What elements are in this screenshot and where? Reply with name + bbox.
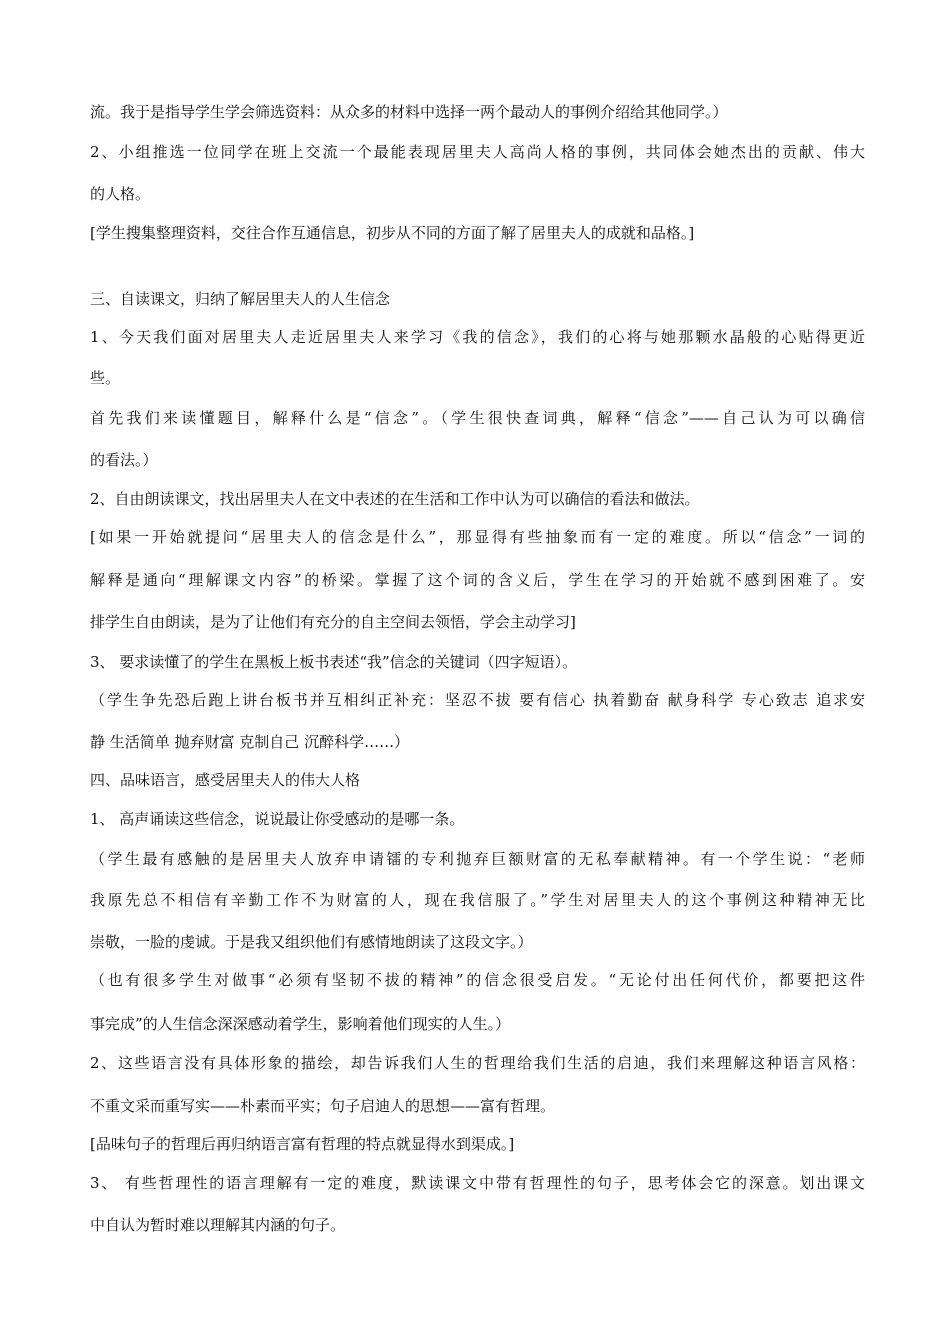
text-line-28: 中自认为暂时难以理解其内涵的句子。 [90, 1216, 346, 1234]
text-line-8: 首先我们来读懂题目，解释什么是“信念”。（学生很快查词典，解释“信念”——自己认为可以确信 [90, 409, 865, 427]
text-line-16: 静 生活简单 抛弃财富 克制自己 沉醉科学……） [90, 733, 410, 751]
text-line-4: [学生搜集整理资料，交往合作互通信息，初步从不同的方面了解了居里夫人的成就和品格。] [90, 224, 695, 242]
section-heading-four: 四、品味语言，感受居里夫人的伟大人格 [90, 771, 361, 789]
text-line-18: 1、 高声诵读这些信念，说说最让你受感动的是哪一条。 [90, 810, 465, 828]
text-line-7: 些。 [90, 369, 121, 387]
text-line-14: 3、 要求读懂了的学生在黑板上板书表述“我”信念的关键词（四字短语）。 [90, 653, 578, 671]
text-line-12: 解释是通向“理解课文内容”的桥梁。掌握了这个词的含义后，学生在学习的开始就不感到困难了。安 [90, 571, 865, 589]
text-line-24: 2、这些语言没有具体形象的描绘，却告诉我们人生的哲理给我们生活的启迪，我们来理解这种语言风格： [90, 1054, 865, 1072]
text-line-25: 不重文采而重写实——朴素而平实；句子启迪人的思想——富有哲理。 [90, 1097, 556, 1115]
text-line-2: 2、小组推选一位同学在班上交流一个最能表现居里夫人高尚人格的事例，共同体会她杰出的贡献、伟大 [90, 143, 865, 161]
text-line-6: 1、今天我们面对居里夫人走近居里夫人来学习《我的信念》，我们的心将与她那颗水晶般的心贴得更近 [90, 328, 865, 346]
text-line-3: 的人格。 [90, 185, 151, 203]
text-line-20: 我原先总不相信有辛勤工作不为财富的人，现在我信服了。”学生对居里夫人的这个事例这种精神无比 [90, 891, 865, 909]
text-line-19: （学生最有感触的是居里夫人放弃申请镭的专利抛弃巨额财富的无私奉献精神。有一个学生说：“老师 [90, 850, 865, 868]
text-line-22: （也有很多学生对做事“必须有坚韧不拔的精神”的信念很受启发。“无论付出任何代价，都要把这件 [90, 971, 865, 989]
text-line-15: （学生争先恐后跑上讲台板书并互相纠正补充：坚忍不拔 要有信心 执着勤奋 献身科学 专心致志 追求安 [90, 691, 865, 709]
text-line-26: [品味句子的哲理后再归纳语言富有哲理的特点就显得水到渠成。] [90, 1135, 515, 1153]
text-line-11: [如果一开始就提问“居里夫人的信念是什么”，那显得有些抽象而有一定的难度。所以“信念”一词的 [90, 528, 865, 546]
text-line-9: 的看法。） [90, 451, 158, 469]
text-line-23: 事完成”的人生信念深深感动着学生，影响着他们现实的人生。） [90, 1015, 511, 1033]
text-line-1: 流。我于是指导学生学会筛选资料：从众多的材料中选择一两个最动人的事例介绍给其他同学。） [90, 103, 728, 121]
text-line-10: 2、自由朗读课文，找出居里夫人在文中表述的在生活和工作中认为可以确信的看法和做法。 [90, 490, 700, 508]
section-heading-three: 三、自读课文，归纳了解居里夫人的人生信念 [90, 290, 391, 308]
text-line-27: 3、 有些哲理性的语言理解有一定的难度，默读课文中带有哲理性的句子，思考体会它的深意。划出课文 [90, 1174, 865, 1192]
text-line-21: 崇敬，一脸的虔诚。于是我又组织他们有感情地朗读了这段文字。） [90, 933, 533, 951]
text-line-13: 排学生自由朗读，是为了让他们有充分的自主空间去领悟，学会主动学习] [90, 613, 576, 631]
